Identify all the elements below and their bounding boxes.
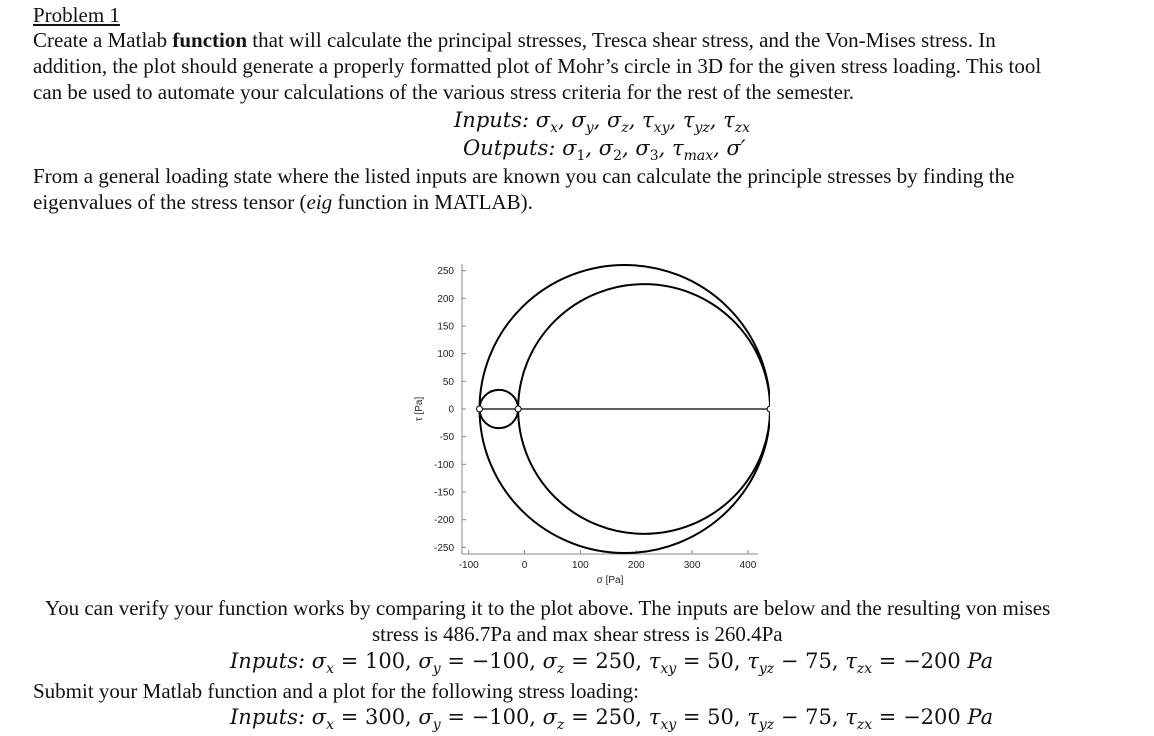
inputs-example: Inputs: $\sigma_x = 100$, $\sigma_y = -100$, $\sigma_z = 250$, $\tau_{xy} = 50$, $\tau_{yz} - 75$, $\tau_{zx} = -200$ Pa [230,649,994,677]
y-tick-labels [434,266,466,554]
function-bold: function [172,28,248,52]
principal-stress-point [767,406,770,412]
y-tick-label: 50 [442,376,454,388]
x-tick-labels [459,550,757,571]
y-tick-label: -200 [433,515,454,527]
y-tick-label: 150 [437,321,454,333]
outputs-equation: Outputs: $\sigma_1$, $\sigma_2$, $\sigma_3$, $\tau_{max}$, σ′ [463,136,746,164]
y-tick-label: 0 [448,404,454,416]
y-tick-label: 100 [437,349,454,361]
eig-line-2: eigenvalues of the stress tensor (eig function in MATLAB). [33,190,533,214]
inputs-assignment: Inputs: $\sigma_x = 300$, $\sigma_y = -100$, $\sigma_z = 250$, $\tau_{xy} = 50$, $\tau_{yz} - 75$, $\tau_{zx} = -200$ Pa [230,705,994,733]
x-tick-label: 100 [572,560,589,571]
y-tick-label: 200 [437,293,454,305]
y-tick-label: -250 [433,542,454,554]
eig-line-1: From a general loading state where the listed inputs are known you can calculate the principle stresses by finding the [33,164,1015,188]
inputs-equation: Inputs: $\sigma_x$, $\sigma_y$, $\sigma_z$, $\tau_{xy}$, $\tau_{yz}$, $\tau_{zx}$ [454,108,750,136]
principal-stress-point [515,406,521,412]
x-tick-label: -100 [458,560,479,571]
problem-title: Problem 1 [33,3,120,27]
submit-line: Submit your Matlab function and a plot for the following stress loading: [33,679,639,703]
y-tick-label: 250 [437,266,454,278]
intro-line-1: Create a Matlab function that will calculate the principal stresses, Tresca shear stress, and the Von-Mises stress. In [33,28,996,52]
x-tick-label: 200 [627,560,645,571]
y-tick-label: -100 [433,459,454,471]
x-axis-label: σ [Pa] [596,575,624,586]
verify-line-1: You can verify your function works by comparing it to the plot above. The inputs are below and the resulting von mises [45,596,1051,620]
y-tick-label: -50 [439,432,454,444]
y-axis-label: τ [Pa] [414,396,425,422]
x-tick-label: 400 [739,560,757,571]
mohr-circle-plot [410,258,770,590]
intro-line-2: addition, the plot should generate a properly formatted plot of Mohr’s circle in 3D for the given stress loading. This tool [33,54,1042,78]
principal-stress-point [477,406,483,412]
y-tick-label: -150 [433,487,454,499]
verify-line-2: stress is 486.7Pa and max shear stress is 260.4Pa [372,622,783,646]
intro-line-3: can be used to automate your calculations of the various stress criteria for the rest of the semester. [33,80,855,104]
x-tick-label: 300 [683,560,701,571]
x-tick-label: 0 [521,560,528,571]
